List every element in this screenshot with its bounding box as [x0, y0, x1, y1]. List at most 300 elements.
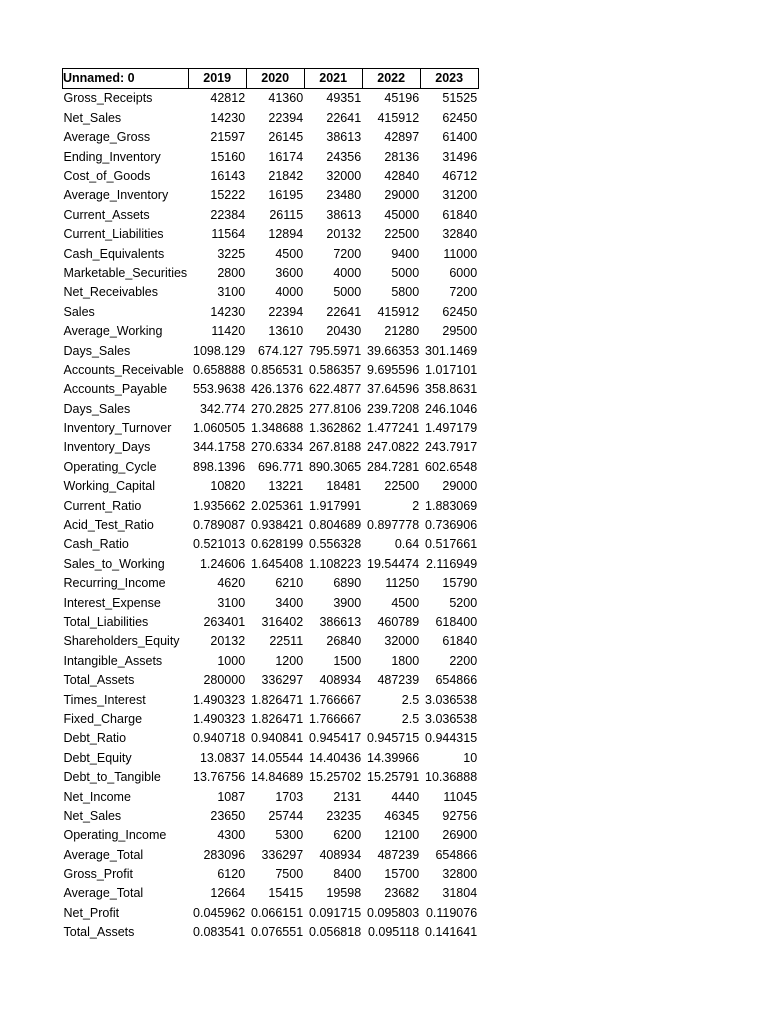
value-cell[interactable]: 15.25791	[367, 770, 420, 785]
value-cell[interactable]: 1.348688	[251, 421, 304, 436]
value-cell[interactable]: 21280	[384, 324, 420, 339]
row-label-cell[interactable]: Debt_Ratio	[63, 731, 127, 746]
value-cell[interactable]: 1.017101	[425, 362, 478, 377]
value-cell[interactable]: 26145	[268, 130, 304, 145]
value-cell[interactable]: 283096	[203, 847, 246, 862]
value-cell[interactable]: 29000	[384, 188, 420, 203]
value-cell[interactable]: 674.127	[257, 343, 304, 358]
value-cell[interactable]: 51525	[442, 91, 478, 106]
row-label-cell[interactable]: Sales_to_Working	[63, 556, 165, 571]
table-row	[63, 322, 479, 341]
row-label-cell[interactable]: Total_Assets	[63, 673, 135, 688]
value-cell[interactable]: 358.8631	[425, 382, 478, 397]
value-cell[interactable]: 15415	[268, 886, 304, 901]
row-label-cell[interactable]: Debt_to_Tangible	[63, 770, 161, 785]
value-cell[interactable]: 22641	[326, 304, 362, 319]
value-cell[interactable]: 20132	[326, 227, 362, 242]
value-cell[interactable]: 16143	[210, 169, 246, 183]
value-cell[interactable]: 696.771	[257, 459, 304, 474]
row-label-cell[interactable]: Accounts_Receivable	[63, 362, 184, 377]
value-cell[interactable]: 13610	[268, 324, 304, 339]
value-cell[interactable]: 408934	[319, 673, 362, 688]
value-cell[interactable]: 38613	[326, 130, 362, 145]
column-header-2021[interactable]: 2021	[304, 69, 362, 89]
value-cell[interactable]: 1.826471	[251, 692, 304, 707]
value-cell[interactable]: 1087	[217, 789, 246, 804]
value-cell[interactable]: 247.0822	[367, 440, 420, 455]
row-label-cell[interactable]: Average_Total	[63, 886, 144, 901]
value-cell[interactable]: 38613	[326, 207, 362, 222]
value-cell[interactable]: 1.490323	[193, 711, 246, 726]
value-cell[interactable]: 3100	[217, 285, 246, 300]
value-cell[interactable]: 24356	[326, 149, 362, 164]
value-cell[interactable]: 61400	[442, 130, 478, 145]
value-cell[interactable]: 239.7208	[367, 401, 420, 416]
value-cell[interactable]: 1.108223	[309, 556, 362, 571]
row-label-cell[interactable]: Cash_Equivalents	[63, 246, 165, 261]
value-cell[interactable]: 1.826471	[251, 711, 304, 726]
column-header-2022[interactable]: 2022	[362, 69, 420, 89]
table-row	[63, 845, 479, 864]
value-cell[interactable]: 21842	[268, 169, 304, 183]
value-cell[interactable]: 0.095118	[367, 925, 420, 940]
row-label-cell[interactable]: Gross_Receipts	[63, 91, 153, 106]
value-cell[interactable]: 1000	[217, 653, 246, 668]
value-cell[interactable]: 0.789087	[193, 518, 246, 533]
value-cell[interactable]: 42812	[210, 91, 246, 106]
value-cell[interactable]: 22500	[384, 227, 420, 242]
value-cell[interactable]: 0.521013	[193, 537, 246, 552]
value-cell[interactable]: 22500	[384, 479, 420, 494]
table-row	[63, 748, 479, 767]
value-cell[interactable]: 3900	[333, 595, 362, 610]
value-cell[interactable]: 4440	[391, 789, 420, 804]
table-row	[63, 457, 479, 476]
value-cell[interactable]: 23650	[210, 808, 246, 823]
table-row	[63, 516, 479, 535]
value-cell[interactable]: 21597	[210, 130, 246, 145]
value-cell[interactable]: 280000	[203, 673, 246, 688]
value-cell[interactable]: 0.076551	[251, 925, 304, 940]
row-label-cell[interactable]: Current_Liabilities	[63, 227, 164, 242]
table-row	[63, 574, 479, 593]
value-cell[interactable]: 23682	[384, 886, 420, 901]
value-cell[interactable]: 0.804689	[309, 518, 362, 533]
table-row	[63, 496, 479, 515]
value-cell[interactable]: 426.1376	[251, 382, 304, 397]
value-cell[interactable]: 26115	[269, 207, 304, 222]
row-label-cell[interactable]: Working_Capital	[63, 479, 155, 494]
row-label-cell[interactable]: Net_Profit	[63, 905, 120, 920]
value-cell[interactable]: 0.945417	[309, 731, 362, 746]
value-cell[interactable]: 32000	[326, 169, 362, 183]
table-row	[63, 826, 479, 845]
value-cell[interactable]: 602.6548	[425, 459, 478, 474]
value-cell[interactable]: 1200	[275, 653, 304, 668]
table-row	[63, 690, 479, 709]
value-cell[interactable]: 12894	[268, 227, 304, 242]
value-cell[interactable]: 3100	[217, 595, 246, 610]
table-row	[63, 341, 479, 360]
value-cell[interactable]: 0.056818	[309, 925, 362, 940]
row-label-cell[interactable]: Acid_Test_Ratio	[63, 518, 154, 533]
value-cell[interactable]: 0.083541	[193, 925, 246, 940]
value-cell[interactable]: 0.940718	[193, 731, 246, 746]
value-cell[interactable]: 336297	[261, 673, 304, 688]
value-cell[interactable]: 487239	[377, 847, 420, 862]
value-cell[interactable]: 11564	[211, 227, 246, 242]
value-cell[interactable]: 0.945715	[367, 731, 420, 746]
value-cell[interactable]: 0.517661	[425, 537, 478, 552]
value-cell[interactable]: 31200	[442, 188, 478, 203]
row-label-cell[interactable]: Debt_Equity	[63, 750, 132, 765]
value-cell[interactable]: 9.695596	[367, 362, 420, 377]
table-row	[63, 768, 479, 787]
header-row	[63, 69, 479, 89]
value-cell[interactable]: 26840	[326, 634, 362, 649]
value-cell[interactable]: 415912	[377, 304, 420, 319]
value-cell[interactable]: 1.362862	[309, 421, 362, 436]
value-cell[interactable]: 1.766667	[309, 711, 362, 726]
value-cell[interactable]: 0.64	[394, 537, 420, 552]
value-cell[interactable]: 15790	[442, 576, 478, 591]
value-cell[interactable]: 9400	[391, 246, 420, 261]
value-cell[interactable]: 1098.129	[193, 343, 246, 358]
value-cell[interactable]: 267.8188	[309, 440, 362, 455]
column-header-index[interactable]: Unnamed: 0	[63, 69, 189, 89]
value-cell[interactable]: 1500	[333, 653, 362, 668]
value-cell[interactable]: 14.84689	[251, 770, 304, 785]
value-cell[interactable]: 22511	[269, 634, 304, 649]
value-cell[interactable]: 1.497179	[425, 421, 478, 436]
value-cell[interactable]: 45000	[384, 207, 420, 222]
value-cell[interactable]: 3400	[275, 595, 304, 610]
value-cell[interactable]: 1.477241	[367, 421, 420, 436]
value-cell[interactable]: 336297	[261, 847, 304, 862]
value-cell[interactable]: 2.025361	[251, 498, 304, 513]
value-cell[interactable]: 19.54474	[367, 556, 420, 571]
row-label-cell[interactable]: Net_Receivables	[63, 285, 158, 300]
table-row	[63, 884, 479, 903]
value-cell[interactable]: 92756	[442, 808, 478, 823]
value-cell[interactable]: 277.8106	[309, 401, 362, 416]
value-cell[interactable]: 22394	[268, 110, 304, 125]
value-cell[interactable]: 1.645408	[251, 556, 304, 571]
value-cell[interactable]: 4500	[275, 246, 304, 261]
value-cell[interactable]: 32840	[442, 227, 478, 242]
value-cell[interactable]: 2	[412, 498, 420, 513]
table-row	[63, 186, 479, 205]
table-row	[63, 283, 479, 302]
value-cell[interactable]: 4500	[391, 595, 420, 610]
column-header-2020[interactable]: 2020	[246, 69, 304, 89]
row-label-cell[interactable]: Sales	[63, 304, 95, 319]
value-cell[interactable]: 5000	[333, 285, 362, 300]
value-cell[interactable]: 0.095803	[367, 905, 420, 920]
value-cell[interactable]: 31496	[442, 149, 478, 164]
row-label-cell[interactable]: Net_Income	[63, 789, 131, 804]
row-label-cell[interactable]: Cost_of_Goods	[63, 169, 151, 183]
value-cell[interactable]: 23235	[326, 808, 362, 823]
value-cell[interactable]: 0.045962	[193, 905, 246, 920]
value-cell[interactable]: 415912	[377, 110, 420, 125]
value-cell[interactable]: 18481	[326, 479, 362, 494]
value-cell[interactable]: 15700	[384, 867, 420, 882]
value-cell[interactable]: 46345	[384, 808, 420, 823]
value-cell[interactable]: 39.66353	[367, 343, 420, 358]
value-cell[interactable]: 6120	[217, 867, 246, 882]
value-cell[interactable]: 344.1758	[193, 440, 246, 455]
value-cell[interactable]: 487239	[377, 673, 420, 688]
value-cell[interactable]: 42840	[384, 169, 420, 183]
row-label-cell[interactable]: Current_Assets	[63, 207, 150, 222]
value-cell[interactable]: 12664	[210, 886, 246, 901]
row-label-cell[interactable]: Gross_Profit	[63, 867, 133, 882]
value-cell[interactable]: 6200	[333, 828, 362, 843]
value-cell[interactable]: 890.3065	[309, 459, 362, 474]
value-cell[interactable]: 7500	[275, 867, 304, 882]
value-cell[interactable]: 1.766667	[309, 692, 362, 707]
value-cell[interactable]: 15160	[210, 149, 246, 164]
value-cell[interactable]: 0.897778	[367, 518, 420, 533]
row-label-cell[interactable]: Average_Working	[63, 324, 163, 339]
value-cell[interactable]: 32000	[384, 634, 420, 649]
value-cell[interactable]: 898.1396	[193, 459, 246, 474]
row-label-cell[interactable]: Marketable_Securities	[63, 265, 188, 280]
value-cell[interactable]: 11045	[443, 789, 478, 804]
row-label-cell[interactable]: Shareholders_Equity	[63, 634, 180, 649]
value-cell[interactable]: 1.490323	[193, 692, 246, 707]
value-cell[interactable]: 0.066151	[251, 905, 304, 920]
value-cell[interactable]: 0.944315	[425, 731, 478, 746]
table-row	[63, 225, 479, 244]
value-cell[interactable]: 20132	[210, 634, 246, 649]
value-cell[interactable]: 26900	[442, 828, 478, 843]
value-cell[interactable]: 386613	[319, 614, 362, 629]
row-label-cell[interactable]: Accounts_Payable	[63, 382, 168, 397]
column-header-2019[interactable]: 2019	[188, 69, 246, 89]
value-cell[interactable]: 654866	[435, 847, 478, 862]
value-cell[interactable]: 6210	[275, 576, 304, 591]
value-cell[interactable]: 0.940841	[251, 731, 304, 746]
value-cell[interactable]: 11000	[443, 246, 478, 261]
value-cell[interactable]: 246.1046	[425, 401, 478, 416]
table-row	[63, 108, 479, 127]
value-cell[interactable]: 243.7917	[425, 440, 478, 455]
row-label-cell[interactable]: Average_Gross	[63, 130, 151, 145]
value-cell[interactable]: 2.116949	[425, 556, 478, 571]
value-cell[interactable]: 41360	[268, 91, 304, 106]
value-cell[interactable]: 14.40436	[309, 750, 362, 765]
value-cell[interactable]: 553.9638	[193, 382, 246, 397]
value-cell[interactable]: 1.917991	[309, 498, 362, 513]
value-cell[interactable]: 2.5	[401, 692, 420, 707]
table-row	[63, 710, 479, 729]
value-cell[interactable]: 1.883069	[425, 498, 478, 513]
value-cell[interactable]: 11250	[385, 576, 420, 591]
value-cell[interactable]: 45196	[384, 91, 420, 106]
row-label-cell[interactable]: Net_Sales	[63, 110, 122, 125]
value-cell[interactable]: 20430	[326, 324, 362, 339]
row-label-cell[interactable]: Days_Sales	[63, 343, 131, 358]
table-row	[63, 554, 479, 573]
row-label-cell[interactable]: Inventory_Days	[63, 440, 151, 455]
value-cell[interactable]: 10	[463, 750, 478, 765]
value-cell[interactable]: 654866	[435, 673, 478, 688]
value-cell[interactable]: 14230	[210, 110, 246, 125]
value-cell[interactable]: 2200	[449, 653, 478, 668]
row-label-cell[interactable]: Fixed_Charge	[63, 711, 143, 726]
value-cell[interactable]: 408934	[319, 847, 362, 862]
value-cell[interactable]: 5200	[449, 595, 478, 610]
value-cell[interactable]: 19598	[326, 886, 362, 901]
value-cell[interactable]: 4000	[333, 265, 362, 280]
value-cell[interactable]: 62450	[442, 304, 478, 319]
value-cell[interactable]: 10.36888	[425, 770, 478, 785]
value-cell[interactable]: 61840	[442, 634, 478, 649]
row-label-cell[interactable]: Operating_Income	[63, 828, 167, 843]
table-row	[63, 399, 479, 418]
row-label-cell[interactable]: Ending_Inventory	[63, 149, 161, 164]
value-cell[interactable]: 8400	[333, 867, 362, 882]
value-cell[interactable]: 31804	[442, 886, 478, 901]
row-label-cell[interactable]: Operating_Cycle	[63, 459, 157, 474]
row-label-cell[interactable]: Recurring_Income	[63, 576, 166, 591]
value-cell[interactable]: 0.091715	[309, 905, 362, 920]
value-cell[interactable]: 2.5	[401, 711, 420, 726]
value-cell[interactable]: 5800	[391, 285, 420, 300]
value-cell[interactable]: 1.060505	[193, 421, 246, 436]
value-cell[interactable]: 14.05544	[251, 750, 304, 765]
value-cell[interactable]: 15.25702	[309, 770, 362, 785]
row-label-cell[interactable]: Total_Assets	[63, 925, 135, 940]
value-cell[interactable]: 4300	[217, 828, 246, 843]
value-cell[interactable]: 316402	[261, 614, 304, 629]
value-cell[interactable]: 22641	[326, 110, 362, 125]
value-cell[interactable]: 13.76756	[193, 770, 246, 785]
column-header-2023[interactable]: 2023	[420, 69, 478, 89]
value-cell[interactable]: 29500	[442, 324, 478, 339]
value-cell[interactable]: 0.556328	[309, 537, 362, 552]
table-row	[63, 264, 479, 283]
row-label-cell[interactable]: Interest_Expense	[63, 595, 161, 610]
value-cell[interactable]: 263401	[203, 614, 246, 629]
row-label-cell[interactable]: Inventory_Turnover	[63, 421, 172, 436]
value-cell[interactable]: 1800	[391, 653, 420, 668]
table-row	[63, 593, 479, 612]
value-cell[interactable]: 11420	[211, 324, 246, 339]
value-cell[interactable]: 0.141641	[425, 925, 478, 940]
value-cell[interactable]: 4000	[275, 285, 304, 300]
value-cell[interactable]: 0.736906	[425, 518, 478, 533]
value-cell[interactable]: 3600	[275, 265, 304, 280]
value-cell[interactable]: 42897	[384, 130, 420, 145]
table-row	[63, 244, 479, 263]
row-label-cell[interactable]: Average_Inventory	[63, 188, 169, 203]
table-row	[63, 438, 479, 457]
row-label-cell[interactable]: Cash_Ratio	[63, 537, 129, 552]
table-row	[63, 632, 479, 651]
value-cell[interactable]: 14230	[210, 304, 246, 319]
value-cell[interactable]: 460789	[377, 614, 420, 629]
value-cell[interactable]: 3.036538	[425, 692, 478, 707]
value-cell[interactable]: 270.2825	[251, 401, 304, 416]
value-cell[interactable]: 15222	[210, 188, 246, 203]
value-cell[interactable]: 14.39966	[367, 750, 420, 765]
value-cell[interactable]: 6000	[449, 265, 478, 280]
value-cell[interactable]: 2800	[217, 265, 246, 280]
row-label-cell[interactable]: Net_Sales	[63, 808, 122, 823]
row-label-cell[interactable]: Current_Ratio	[63, 498, 142, 513]
value-cell[interactable]: 4620	[217, 576, 246, 591]
value-cell[interactable]: 795.5971	[309, 343, 362, 358]
row-label-cell[interactable]: Times_Interest	[63, 692, 146, 707]
value-cell[interactable]: 3225	[217, 246, 246, 261]
value-cell[interactable]: 61840	[442, 207, 478, 222]
value-cell[interactable]: 6890	[333, 576, 362, 591]
value-cell[interactable]: 62450	[442, 110, 478, 125]
value-cell[interactable]: 29000	[442, 479, 478, 494]
value-cell[interactable]: 22394	[268, 304, 304, 319]
value-cell[interactable]: 284.7281	[367, 459, 420, 474]
value-cell[interactable]: 1.935662	[193, 498, 246, 513]
table-row	[63, 613, 479, 632]
value-cell[interactable]: 13221	[268, 479, 304, 494]
table-row	[63, 535, 479, 554]
value-cell[interactable]: 7200	[449, 285, 478, 300]
value-cell[interactable]: 49351	[326, 91, 362, 106]
value-cell[interactable]: 618400	[435, 614, 478, 629]
value-cell[interactable]: 25744	[268, 808, 304, 823]
value-cell[interactable]: 5000	[391, 265, 420, 280]
value-cell[interactable]: 0.658888	[193, 362, 246, 377]
row-label-cell[interactable]: Days_Sales	[63, 401, 131, 416]
value-cell[interactable]: 301.1469	[425, 343, 478, 358]
value-cell[interactable]: 12100	[384, 828, 420, 843]
row-label-cell[interactable]: Average_Total	[63, 847, 144, 862]
value-cell[interactable]: 23480	[326, 188, 362, 203]
value-cell[interactable]: 32800	[442, 867, 478, 882]
value-cell[interactable]: 342.774	[199, 401, 246, 416]
value-cell[interactable]: 622.4877	[309, 382, 362, 397]
value-cell[interactable]: 0.938421	[251, 518, 304, 533]
value-cell[interactable]: 2131	[333, 789, 362, 804]
value-cell[interactable]: 46712	[442, 169, 478, 183]
value-cell[interactable]: 5300	[275, 828, 304, 843]
table-row	[63, 419, 479, 438]
value-cell[interactable]: 16195	[268, 188, 304, 203]
table-row	[63, 167, 479, 186]
table-row	[63, 302, 479, 321]
value-cell[interactable]: 13.0837	[199, 750, 246, 765]
row-label-cell[interactable]: Total_Liabilities	[63, 614, 149, 629]
value-cell[interactable]: 270.6334	[251, 440, 304, 455]
value-cell[interactable]: 1703	[275, 789, 304, 804]
value-cell[interactable]: 7200	[333, 246, 362, 261]
value-cell[interactable]: 0.628199	[251, 537, 304, 552]
value-cell[interactable]: 0.856531	[251, 362, 304, 377]
value-cell[interactable]: 22384	[210, 207, 246, 222]
value-cell[interactable]: 1.24606	[199, 556, 246, 571]
value-cell[interactable]: 0.586357	[309, 362, 362, 377]
value-cell[interactable]: 10820	[210, 479, 246, 494]
value-cell[interactable]: 0.119076	[425, 905, 478, 920]
value-cell[interactable]: 3.036538	[425, 711, 478, 726]
row-label-cell[interactable]: Intangible_Assets	[63, 653, 163, 668]
value-cell[interactable]: 16174	[268, 149, 304, 164]
value-cell[interactable]: 37.64596	[367, 382, 420, 397]
value-cell[interactable]: 28136	[384, 149, 420, 164]
